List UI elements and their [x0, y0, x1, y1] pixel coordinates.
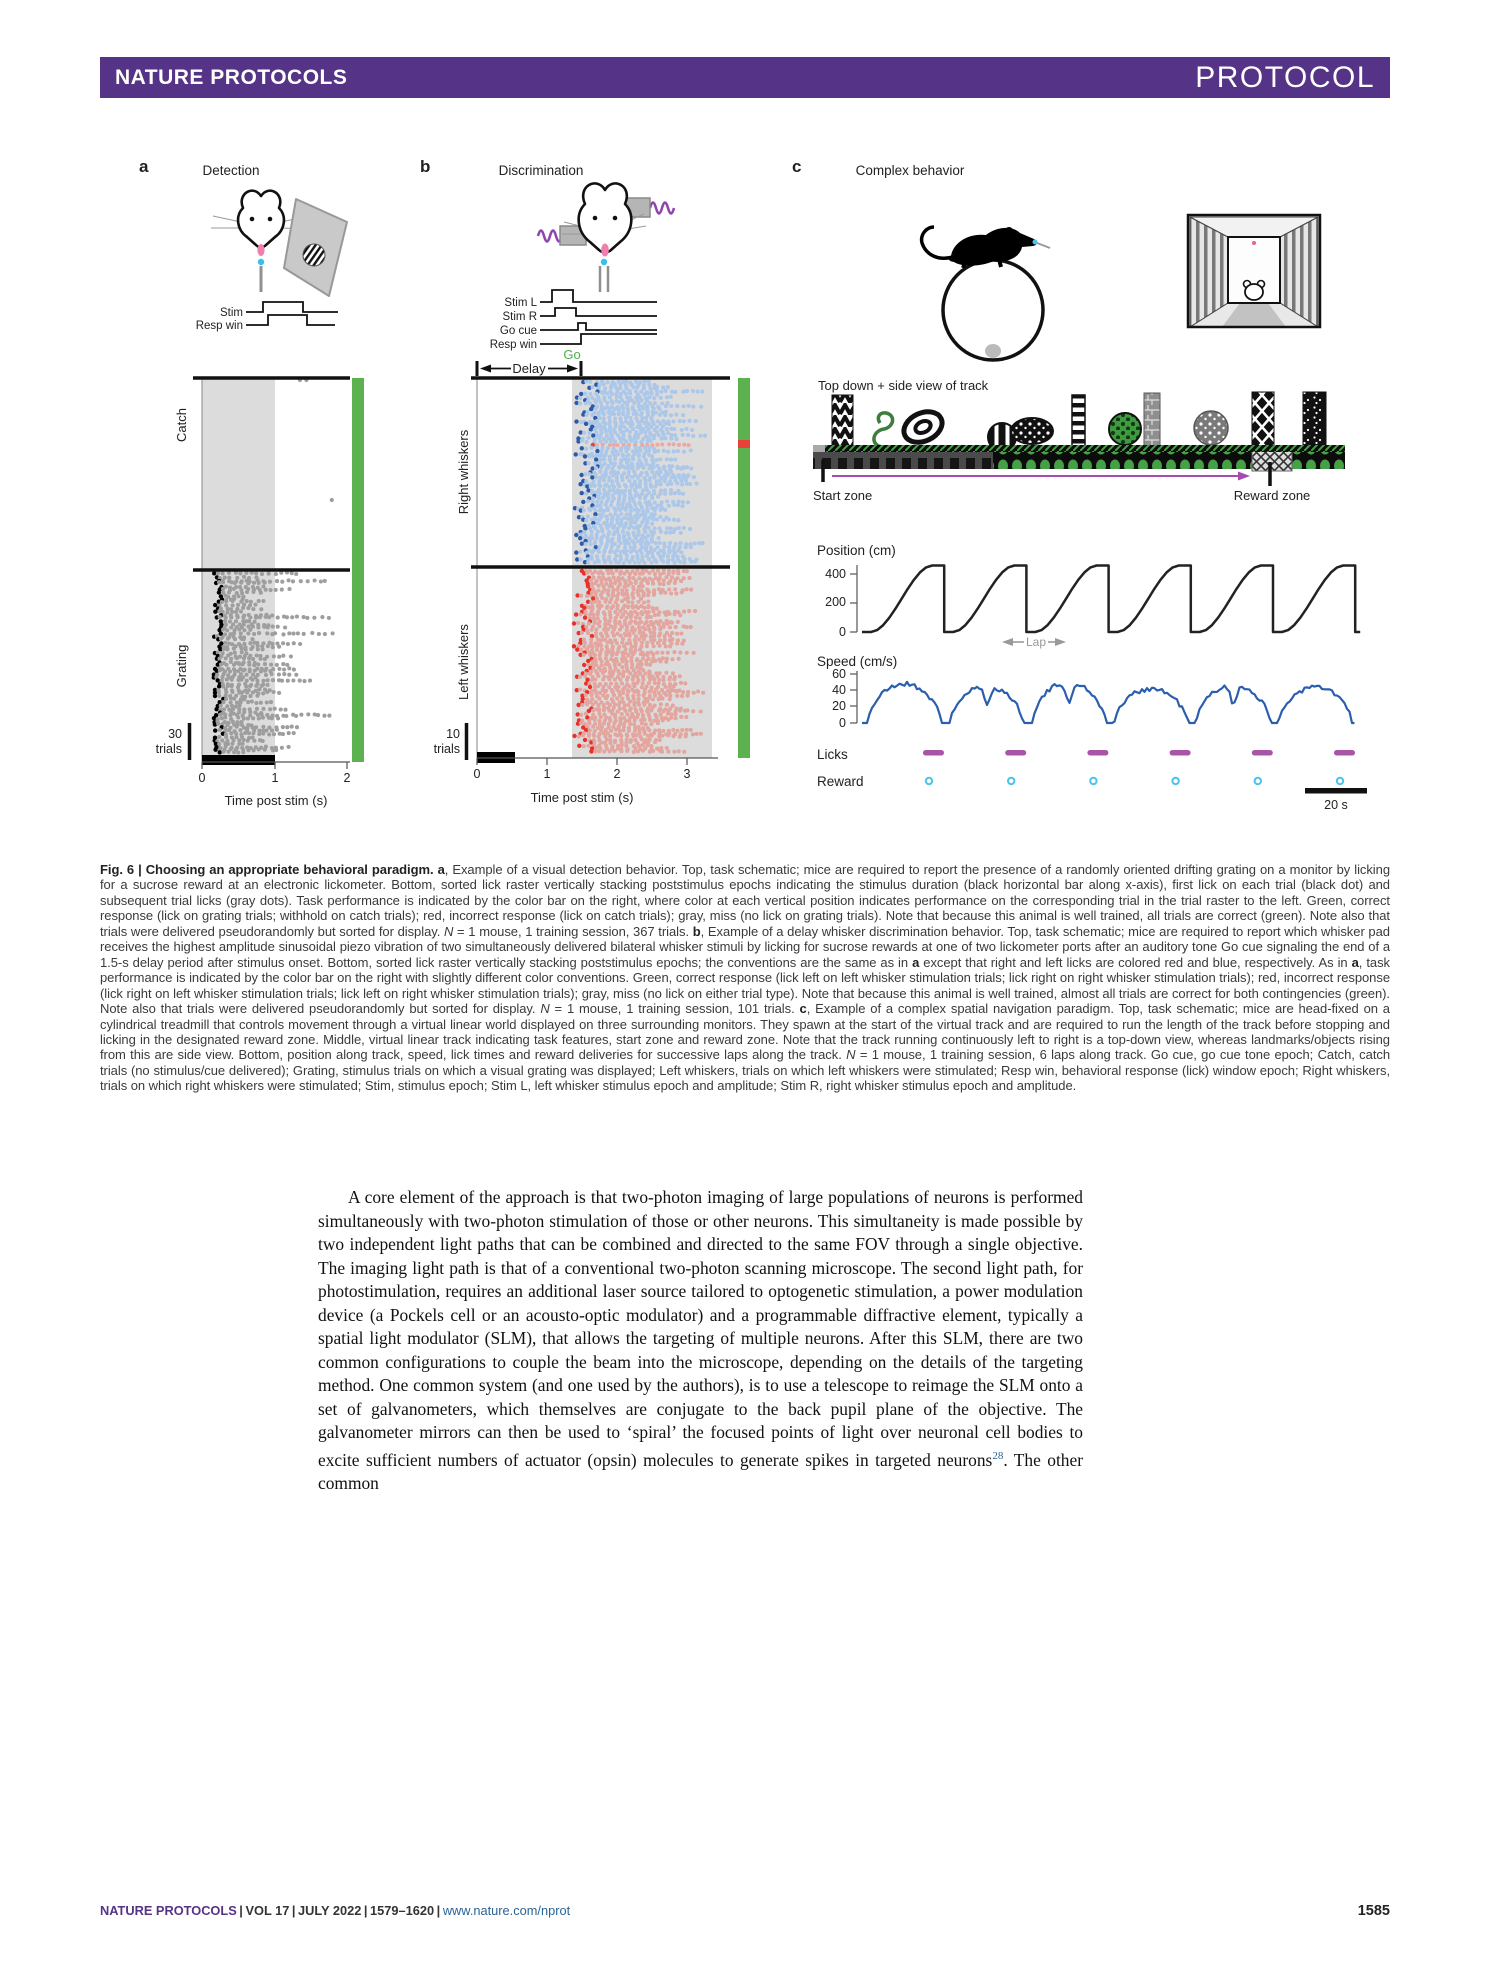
- article-type-label: PROTOCOL: [1195, 60, 1375, 94]
- x-tick-0: 0: [473, 767, 481, 781]
- go-cue-trace: [540, 323, 657, 330]
- landmark-ladder-post-icon: [1072, 395, 1085, 450]
- grating-monitor-icon: [284, 199, 347, 296]
- stim-trace-label: Stim: [220, 307, 243, 319]
- piezo-wave-right-icon: [650, 203, 674, 214]
- scalebar-a-number: 30: [168, 727, 182, 741]
- panel-b-letter: b: [420, 157, 431, 176]
- journal-name: NATURE PROTOCOLS: [115, 65, 348, 89]
- stim-l-trace: [540, 290, 657, 302]
- lap-annotation: Lap: [1025, 635, 1047, 649]
- speed-tick-60: 60: [832, 667, 846, 681]
- speed-tick-40: 40: [832, 683, 846, 697]
- panel-b: [420, 157, 750, 805]
- landmark-chevron-tower-icon: [832, 395, 853, 447]
- speed-tick-0: 0: [839, 716, 846, 730]
- right-whiskers-label: Right whiskers: [456, 429, 471, 515]
- resp-win-trace: [540, 334, 657, 344]
- panel-a: [139, 157, 364, 808]
- whisker-stim-mouse-icon: [538, 183, 674, 292]
- scalebar-b-number: 10: [446, 727, 460, 741]
- body-paragraph: A core element of the approach is that two-photon imaging of large populations of neurons is performed simultaneously with two-photon stimulation of those or other neurons. This simultaneity is made possible by two independent light paths that can be combined and directed to the same FOV through a single objective. The imaging light path is that of a conventional two-photon scanning microscope. The second light path, for photostimulation, requires an additional laser source tailored to optogenetic stimulation, a power modulation device (a Pockels cell or an acousto-optic modulator) and a programmable diffractive element, typically a spatial light modulator (SLM), that allows the targeting of multiple neurons. After this SLM, there are two common configurations to couple the beam into the microscope, depending on the details of the targeting method. One common system (and one used by the authors), is to use a telescope to reimage the SLM onto a set of galvanometers, which themselves are conjugate to the back pupil plane of the objective. The galvanometer mirrors can then be used to ‘spiral’ the focused points of light over neuronal cell bodies to excite sufficient numbers of actuator (opsin) molecules to generate spikes in targeted neurons$^{28}$. The other common: [318, 1187, 1083, 1493]
- vr-corridor-icon: [1188, 215, 1320, 327]
- stim-trace: [246, 302, 338, 312]
- figure-6: [100, 115, 1390, 855]
- pos-tick-0: 0: [839, 625, 846, 639]
- landmark-diamond-tower-icon: [1252, 392, 1274, 450]
- grating-row-label: Grating: [174, 644, 189, 688]
- figure-caption: Fig. 6 | Choosing an appropriate behavioral paradigm. a, Example of a visual detection behavior. Top, task schematic; mice are required to report the presence of a randomly oriented drifting grating on a monitor by licking for a sucrose reward at an electronic lickometer. Bottom, sorted lick raster vertically stacking poststimulus epochs indicating the stimulus duration (black horizontal bar along x-axis), first lick on each trial (black dot) and subsequent trial licks (gray dots). Task performance is indicated by the color bar on the right, where color at each vertical position indicates performance on the corresponding trial in the trial raster to the left. Green, correct response (lick on grating trials; withhold on catch trials); red, incorrect response (lick on catch trials); gray, miss (no lick on grating trials). Note that because this animal is well trained, all trials are correct (green). Note also that trials were delivered pseudorandomly but sorted for display. N = 1 mouse, 1 training session, 367 trials. b, Example of a delay whisker discrimination behavior. Top, task schematic; mice are required to report which whisker pad receives the highest amplitude sinusoidal piezo vibration of two simultaneously delivered bilateral whisker stimuli by licking for sucrose rewards at one of two lickometer ports after an auditory tone Go cue signaling the end of a 1.5-s delay period after stimulus onset. Bottom, sorted lick raster vertically stacking poststimulus epochs; the conventions are the same as in a except that right and left licks are colored red and blue, respectively. As in a, task performance is indicated by the color bar on the right with slightly different color conventions. Green, correct response (lick left on left whisker stimulation trials; lick right on right whisker stimulation trials); red, incorrect response (lick right on left whisker stimulation trials; lick left on right whisker stimulation trials); gray, miss (no lick on either trial type). Note that because this animal is well trained, almost all trials are correct for both contingencies (green). Note also that trials were delivered pseudorandomly but sorted for display. N = 1 mouse, 1 training session, 101 trials. c, Example of a complex spatial navigation paradigm. Top, task schematic; mice are head-fixed on a cylindrical treadmill that controls movement through a virtual linear world displayed on three surrounding monitors. They spawn at the start of the virtual track and are required to run the length of the track before stopping and licking in the designated reward zone. Middle, virtual linear track indicating task features, start zone and reward zone. Note that the track running continuously left to right is a top-down view, whereas landmarks/objects rising from this are side view. Bottom, position along track, speed, lick times and reward deliveries for successive laps along the track. N = 1 mouse, 1 training session, 6 laps along track. Go cue, go cue tone epoch; Catch, catch trials (no stimulus/cue delivered); Grating, stimulus trials on which a visual grating was displayed; Left whiskers, trials on which left whiskers were stimulated; Resp win, behavioral response (lick) window epoch; Right whiskers, trials on which right whiskers were stimulated; Stim, stimulus epoch; Stim L, left whisker stimulus epoch and amplitude; Stim R, right whisker stimulus epoch and amplitude.: [100, 862, 1391, 1094]
- figure-6-canvas: [100, 115, 1390, 855]
- position-trace: [862, 566, 1360, 633]
- footer-citation: [100, 1903, 570, 1918]
- scalebar-b-unit: trials: [433, 742, 460, 756]
- stim-duration-bar: [202, 755, 275, 765]
- x-tick-1: 1: [543, 767, 551, 781]
- time-scale-bar: [1305, 788, 1367, 794]
- catch-row-label: Catch: [174, 408, 189, 442]
- scalebar-a-unit: trials: [155, 742, 182, 756]
- landmark-brick-post-icon: [1144, 393, 1160, 450]
- time-scale-label: 20 s: [1324, 798, 1348, 812]
- stim-r-label: Stim R: [502, 311, 537, 323]
- panel-c-letter: c: [792, 157, 802, 176]
- speed-axis-label: Speed (cm/s): [817, 654, 898, 669]
- reward-row-label: Reward: [817, 774, 864, 789]
- delay-label: Delay: [512, 361, 546, 376]
- landmark-green-ball-icon: [1109, 413, 1141, 445]
- landmark-golf-ball-icon: [1194, 411, 1228, 445]
- mouse-tail-icon: [922, 227, 953, 258]
- lick-spout-icon: [1037, 243, 1050, 248]
- panel-b-title: Discrimination: [498, 163, 584, 178]
- track-title: Top down + side view of track: [818, 378, 989, 393]
- resp-win-label: Resp win: [489, 339, 537, 351]
- reference-link[interactable]: 28: [992, 1449, 1004, 1462]
- go-marker-label: Go: [563, 347, 581, 362]
- landmark-dotted-bun-icon: [1011, 418, 1053, 444]
- page-footer: [100, 1903, 1390, 1919]
- panel-a-letter: a: [139, 157, 149, 176]
- lickometer-dot-icon: [258, 259, 264, 265]
- tongue-icon: [257, 244, 264, 256]
- resp-win-trace-label: Resp win: [195, 320, 243, 332]
- position-axis-label: Position (cm): [817, 543, 896, 558]
- stim-l-label: Stim L: [504, 297, 537, 309]
- piezo-wave-left-icon: [538, 231, 562, 242]
- page-number: 1585: [1357, 1903, 1390, 1919]
- x-tick-0: 0: [198, 771, 206, 785]
- outcome-bar-b-error: [738, 440, 750, 448]
- masthead-bar: [100, 57, 1390, 98]
- tongue-icon: [601, 244, 609, 257]
- landmark-spring-icon: [874, 413, 893, 447]
- lickometer-dot-icon: [601, 259, 607, 265]
- left-whiskers-label: Left whiskers: [456, 624, 471, 700]
- resp-win-trace: [246, 315, 335, 325]
- pos-tick-200: 200: [825, 595, 846, 609]
- x-tick-3: 3: [683, 767, 691, 781]
- virtual-track-icon: [813, 392, 1345, 471]
- pos-tick-400: 400: [825, 567, 846, 581]
- start-zone-label: Start zone: [813, 488, 873, 503]
- footer-journal-link[interactable]: www.nature.com/nprot: [442, 1903, 571, 1918]
- reward-deliveries: [926, 778, 1343, 784]
- outcome-bar-b: [738, 378, 750, 758]
- footer-journal-name: NATURE PROTOCOLS: [100, 1903, 237, 1918]
- panel-c: [792, 157, 1367, 812]
- landmark-swirl-icon: [899, 406, 947, 448]
- treadmill-mouse-icon: [922, 227, 1050, 360]
- go-cue-label: Go cue: [499, 325, 537, 337]
- x-tick-1: 1: [271, 771, 279, 785]
- panel-c-title: Complex behavior: [855, 163, 965, 178]
- footer-volume-info: | VOL 17 | JULY 2022 | 1579–1620 |: [236, 1903, 443, 1918]
- reward-zone-patch-icon: [1252, 450, 1292, 471]
- x-axis-label-b: Time post stim (s): [530, 790, 634, 805]
- x-tick-2: 2: [343, 771, 351, 785]
- x-axis-label-a: Time post stim (s): [224, 793, 328, 808]
- speed-trace: [862, 682, 1355, 723]
- vr-mouse-icon: [1245, 284, 1263, 300]
- reward-zone-label: Reward zone: [1233, 488, 1311, 503]
- stim-r-trace: [540, 308, 657, 316]
- x-tick-2: 2: [613, 767, 621, 781]
- speed-tick-20: 20: [832, 699, 846, 713]
- panel-a-title: Detection: [202, 163, 260, 178]
- landmark-speckled-tower-icon: [1303, 392, 1326, 450]
- outcome-bar-a: [352, 378, 364, 762]
- licks-row-label: Licks: [817, 747, 848, 762]
- lick-bouts: [923, 750, 1355, 756]
